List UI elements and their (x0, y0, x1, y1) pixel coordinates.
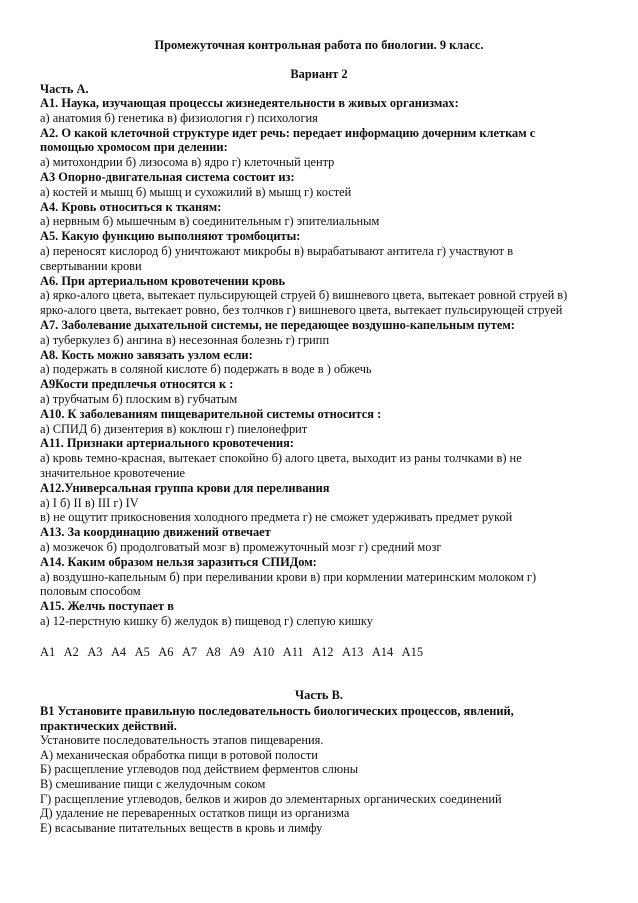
answer-options-line: а) подержать в соляной кислоте б) подержать в воде в ) обжечь (40, 362, 372, 377)
variant-heading: Вариант 2 (290, 67, 348, 81)
answer-labels-row (40, 645, 600, 660)
question-line: А8. Кость можно завязать узлом если: (40, 347, 253, 362)
answer-label: А13 (341, 645, 364, 659)
question-line: А5. Какую функцию выполняют тромбоциты: (40, 229, 301, 244)
answer-options-line: а) мозжечок б) продолговатый мозг в) промежуточный мозг г) средний мозг (40, 540, 442, 554)
question-line: А10. К заболеваниям пищеварительной системы относится : (40, 406, 382, 421)
answer-options-line: Б) расщепление углеводов под действием ферментов слюны (40, 762, 359, 777)
answer-options-line: в) не ощутит прикосновения холодного предмета г) не сможет удерживать предмет рукой (40, 510, 513, 525)
answer-options-line: а) кровь темно-красная, вытекает спокойно б) алого цвета, выходит из раны толчками в) не (40, 451, 522, 466)
question-line: практических действий. (40, 718, 177, 733)
answer-options-line: а) костей и мышц б) мышц и сухожилий в) мышц г) костей (40, 184, 352, 199)
answer-label: А4 (110, 645, 127, 659)
question-line: А14. Каким образом нельзя заразиться СПИДом: (40, 554, 317, 569)
answer-options-line: а) 12-перстную кишку б) желудок в) пищевод г) слепую кишку (40, 614, 373, 628)
answer-options-line: а) ярко-алого цвета, вытекает пульсирующей струей б) вишневого цвета, вытекает ровной струей в) (40, 288, 568, 303)
question-line: А6. При артериальном кровотечении кровь (40, 273, 286, 288)
answer-label: А9 (229, 645, 245, 659)
answer-options-line: а) переносят кислород б) уничтожают микробы в) вырабатывают антитела г) участвуют в (40, 244, 514, 258)
question-line: А11. Признаки артериального кровотечения: (40, 436, 294, 451)
question-line: А3 Опорно-двигательная система состоит из: (40, 170, 295, 184)
answer-options-line: В) смешивание пищи с желудочным соком (40, 777, 266, 791)
answer-options-line: а) воздушно-капельным б) при переливании крови в) при кормлении материнским молоком г) (40, 569, 537, 584)
answer-label: А15 (401, 645, 424, 659)
part-b-heading: Часть В. (295, 688, 343, 702)
answer-label: А7 (181, 645, 198, 659)
question-line: В1 Установите правильную последовательность биологических процессов, явлений, (40, 704, 514, 718)
answer-label: А5 (134, 645, 150, 659)
answer-label: А11 (282, 645, 304, 659)
answer-label: А6 (158, 645, 174, 659)
answer-options-line: а) трубчатым б) плоским в) губчатым (40, 392, 238, 406)
answer-label: А12 (312, 645, 334, 659)
part-a-heading: Часть А. (40, 82, 89, 96)
answer-options-line: Г) расщепление углеводов, белков и жиров до элементарных органических соединений (40, 791, 502, 806)
question-line: А7. Заболевание дыхательной системы, не передающее воздушно-капельным путем: (40, 318, 515, 332)
answer-options-line: а) анатомия б) генетика в) физиология г) психология (40, 110, 318, 125)
answer-options-line: а) туберкулез б) ангина в) несезонная болезнь г) грипп (40, 332, 330, 347)
answer-options-line: А) механическая обработка пищи в ротовой полости (40, 747, 318, 762)
answer-options-line: а) митохондрии б) лизосома в) ядро г) клеточный центр (40, 155, 335, 170)
answer-label: А2 (63, 645, 79, 659)
question-line: А13. За координацию движений отвечает (40, 525, 271, 540)
question-line: А4. Кровь относиться к тканям: (40, 199, 222, 214)
question-line: А9Кости предплечья относятся к : (40, 377, 234, 392)
answer-options-line: половым способом (40, 584, 141, 599)
answer-options-line: ярко-алого цвета, вытекает ровно, без толчков г) вишневого цвета, вытекает пульсирующей струей (40, 303, 563, 318)
answer-options-line: Е) всасывание питательных веществ в кровь и лимфу (40, 820, 323, 835)
answer-options-line: Установите последовательность этапов пищеварения. (40, 733, 324, 748)
answer-label: А3 (87, 645, 103, 659)
answer-options-line: свертывании крови (40, 258, 142, 273)
question-line: А15. Желчь поступает в (40, 599, 174, 614)
answer-options-line: а) СПИД б) дизентерия в) коклюш г) пиелонефрит (40, 421, 308, 436)
answer-label: А14 (371, 645, 394, 659)
answer-options-line: Д) удаление не переваренных остатков пищи из организма (40, 806, 350, 821)
question-line: А12.Универсальная группа крови для переливания (40, 480, 330, 495)
answer-label: А10 (252, 645, 275, 659)
answer-label: А1 (40, 645, 56, 659)
page-title: Промежуточная контрольная работа по биологии. 9 класс. (154, 38, 484, 52)
answer-options-line: а) нервным б) мышечным в) соединительным г) эпителиальным (40, 214, 380, 229)
question-line: помощью хромосом при делении: (40, 140, 228, 155)
answer-options-line: значительное кровотечение (40, 466, 186, 480)
question-line: А1. Наука, изучающая процессы жизнедеятельности в живых организмах: (40, 96, 459, 110)
answer-options-line: а) I б) II в) III г) IV (40, 495, 139, 510)
answer-label: А8 (205, 645, 221, 659)
question-line: А2. О какой клеточной структуре идет речь: передает информацию дочерним клеткам с (40, 125, 536, 140)
